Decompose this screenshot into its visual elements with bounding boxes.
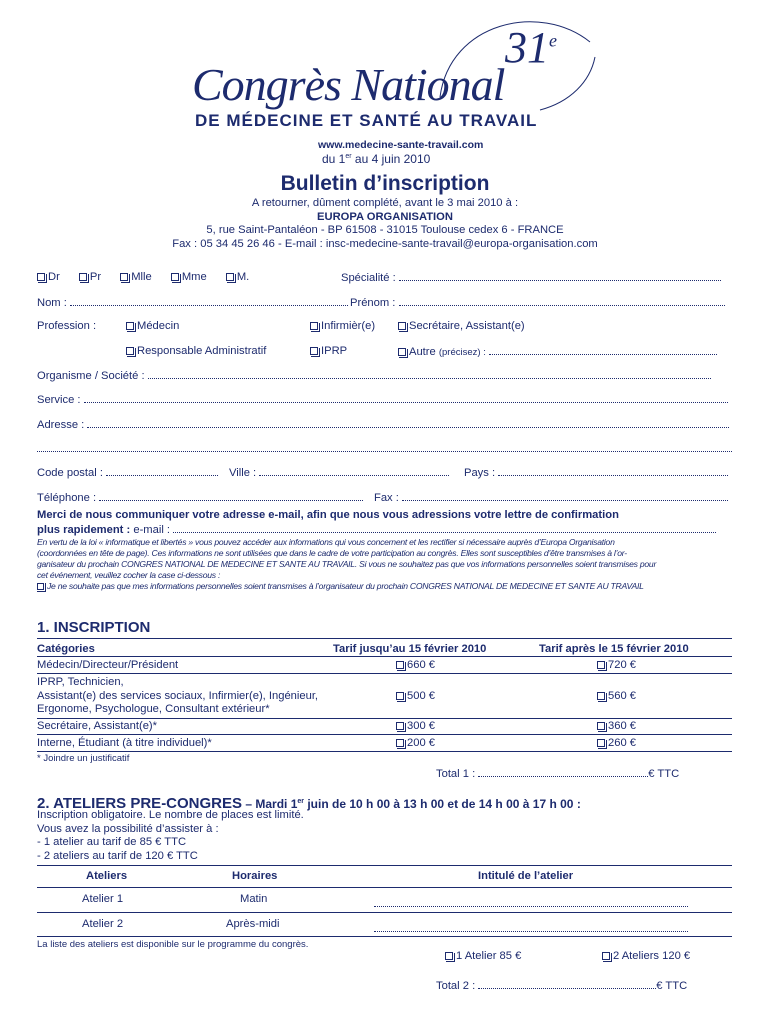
atelier-1-title-field[interactable] — [374, 897, 688, 910]
divider — [37, 912, 732, 913]
divider — [37, 673, 732, 674]
checkbox[interactable] — [396, 692, 404, 700]
checkbox[interactable] — [226, 273, 234, 281]
divider — [37, 865, 732, 866]
cat-row: Interne, Étudiant (à titre individuel)* — [37, 737, 212, 749]
logo-subtitle: DE MÉDECINE ET SANTÉ AU TRAVAIL — [195, 111, 538, 130]
title-option-pr[interactable]: Pr — [79, 271, 101, 283]
prenom-field[interactable]: Prénom : — [350, 296, 725, 309]
divider — [37, 751, 732, 752]
atelier-row-time: Matin — [240, 893, 268, 905]
col-tarif-before: Tarif jusqu’au 15 février 2010 — [333, 643, 487, 655]
profession-infirmier[interactable]: Infirmièr(e) — [310, 320, 375, 332]
logo-edition: 31e — [505, 23, 557, 72]
service-field[interactable]: Service : — [37, 393, 728, 406]
ateliers-title: 2. ATELIERS PRE-CONGRES – Mardi 1er juin de 10 h 00 à 13 h 00 et de 14 h 00 à 17 h 00 : — [37, 795, 581, 812]
price-after[interactable]: 260 € — [597, 737, 636, 749]
checkbox[interactable] — [398, 322, 406, 330]
divider — [37, 887, 732, 888]
title-option-mlle[interactable]: Mlle — [120, 271, 152, 283]
email-field[interactable]: plus rapidement : e-mail : — [37, 523, 716, 536]
price-before[interactable]: 500 € — [396, 690, 435, 702]
return-contact: Fax : 05 34 45 26 46 - E-mail : insc-medecine-sante-travail@europa-organisation.com — [172, 237, 598, 250]
title-option-m[interactable]: M. — [226, 271, 249, 283]
divider — [37, 656, 732, 657]
checkbox[interactable] — [602, 952, 610, 960]
checkbox[interactable] — [396, 739, 404, 747]
ville-field[interactable]: Ville : — [229, 466, 449, 479]
atelier-row-time: Après-midi — [226, 918, 280, 930]
ateliers-intro: Inscription obligatoire. Le nombre de places est limité. Vous avez la possibilité d’assister à : - 1 atelier au tarif de 85 € TTC - 2 ateliers au tarif de 120 € TTC — [37, 809, 304, 862]
checkbox[interactable] — [597, 692, 605, 700]
code-postal-field[interactable]: Code postal : — [37, 466, 218, 479]
checkbox[interactable] — [597, 722, 605, 730]
checkbox[interactable] — [597, 739, 605, 747]
nom-field[interactable]: Nom : — [37, 296, 348, 309]
col-categories: Catégories — [37, 643, 95, 655]
checkbox[interactable] — [445, 952, 453, 960]
email-note: Merci de nous communiquer votre adresse e-mail, afin que nous vous adressions votre lettre de confirmation — [37, 509, 619, 521]
total-1-field[interactable]: Total 1 : € TTC — [436, 768, 680, 780]
organisme-field[interactable]: Organisme / Société : — [37, 369, 711, 382]
cat-row: IPRP, Technicien, Assistant(e) des services sociaux, Infirmier(e), Ingénieur, Ergonome, Psychologue, Consultant extérieur* — [37, 676, 319, 715]
checkbox[interactable] — [79, 273, 87, 281]
atelier-option-2[interactable]: 2 Ateliers 120 € — [602, 950, 690, 962]
price-before[interactable]: 660 € — [396, 659, 435, 671]
checkbox[interactable] — [126, 347, 134, 355]
inscription-title: 1. INSCRIPTION — [37, 619, 151, 636]
form-title: Bulletin d’inscription — [280, 172, 490, 195]
specialite-field[interactable]: Spécialité : — [341, 271, 721, 284]
checkbox[interactable] — [37, 273, 45, 281]
profession-autre[interactable]: Autre (précisez) : — [398, 345, 717, 358]
cat-row: Médecin/Directeur/Président — [37, 659, 179, 671]
price-after[interactable]: 720 € — [597, 659, 636, 671]
checkbox[interactable] — [398, 348, 406, 356]
divider — [37, 718, 732, 719]
col-horaires: Horaires — [232, 870, 278, 882]
checkbox[interactable] — [396, 722, 404, 730]
total-2-field[interactable]: Total 2 : € TTC — [436, 980, 688, 992]
footnote: * Joindre un justificatif — [37, 753, 130, 764]
price-after[interactable]: 360 € — [597, 720, 636, 732]
profession-label: Profession : — [37, 320, 97, 332]
return-address: 5, rue Saint-Pantaléon - BP 61508 - 31015 Toulouse cedex 6 - FRANCE — [206, 224, 564, 236]
checkbox[interactable] — [171, 273, 179, 281]
fax-field[interactable]: Fax : — [374, 491, 728, 504]
checkbox[interactable] — [37, 583, 44, 590]
congress-dates: du 1er au 4 juin 2010 — [322, 152, 431, 166]
return-org: EUROPA ORGANISATION — [317, 210, 453, 223]
col-tarif-after: Tarif après le 15 février 2010 — [539, 643, 689, 655]
price-before[interactable]: 300 € — [396, 720, 435, 732]
divider — [37, 734, 732, 735]
profession-secretaire[interactable]: Secrétaire, Assistant(e) — [398, 320, 525, 332]
title-option-mme[interactable]: Mme — [171, 271, 207, 283]
ateliers-note: La liste des ateliers est disponible sur le programme du congrès. — [37, 939, 309, 950]
atelier-2-title-field[interactable] — [374, 922, 688, 935]
checkbox[interactable] — [310, 322, 318, 330]
profession-iprp[interactable]: IPRP — [310, 345, 347, 357]
profession-responsable[interactable]: Responsable Administratif — [126, 345, 266, 357]
logo-title: Congrès National — [192, 59, 505, 110]
col-ateliers: Ateliers — [86, 870, 128, 882]
legal-notice: En vertu de la loi « informatique et libertés » vous pouvez accéder aux informations qui vous concernent et les rectifier si nécessaire auprès d’Europa Organisation (coordonnées en tête de page). Ces informations ne sont utilisées que dans le cadre de votre participation au congrès. Elles sont susceptibles d’être transmises à l’or- ganisateur du prochain CONGRES NATIONAL DE MEDECINE ET SANTE AU TRAVAIL. Si vous ne souhaitez pas que vos informations personnelles soient transmises pour cet événement, veuillez cocher la case ci-dessous : Je ne souhaite pas que mes informations personnelles soient transmises à l’organisateur du prochain CONGRES NATIONAL DE MEDECINE ET SANTE AU TRAVAIL — [37, 537, 737, 592]
telephone-field[interactable]: Téléphone : — [37, 491, 363, 504]
divider — [37, 936, 732, 937]
price-before[interactable]: 200 € — [396, 737, 435, 749]
checkbox[interactable] — [126, 322, 134, 330]
profession-medecin[interactable]: Médecin — [126, 320, 179, 332]
price-after[interactable]: 560 € — [597, 690, 636, 702]
website-link[interactable]: www.medecine-sante-travail.com — [318, 139, 484, 151]
adresse-line-2[interactable] — [37, 442, 732, 455]
checkbox[interactable] — [597, 661, 605, 669]
checkbox[interactable] — [120, 273, 128, 281]
divider — [37, 638, 732, 639]
pays-field[interactable]: Pays : — [464, 466, 728, 479]
return-info — [0, 197, 770, 251]
atelier-row-name: Atelier 1 — [82, 893, 124, 905]
cat-row: Secrétaire, Assistant(e)* — [37, 720, 158, 732]
return-deadline: A retourner, dûment complété, avant le 3 mai 2010 à : — [251, 197, 519, 209]
optout-option[interactable]: Je ne souhaite pas que mes informations personnelles soient transmises à l’organisateur du prochain CONGRES NATIONAL DE MEDECINE ET SANTE AU TRAVAIL — [37, 581, 737, 592]
title-option-dr[interactable]: Dr — [37, 271, 60, 283]
atelier-option-1[interactable]: 1 Atelier 85 € — [445, 950, 521, 962]
checkbox[interactable] — [396, 661, 404, 669]
col-intitule: Intitulé de l’atelier — [478, 870, 574, 882]
adresse-field[interactable]: Adresse : — [37, 418, 729, 431]
atelier-row-name: Atelier 2 — [82, 918, 124, 930]
checkbox[interactable] — [310, 347, 318, 355]
title-options — [37, 271, 249, 283]
